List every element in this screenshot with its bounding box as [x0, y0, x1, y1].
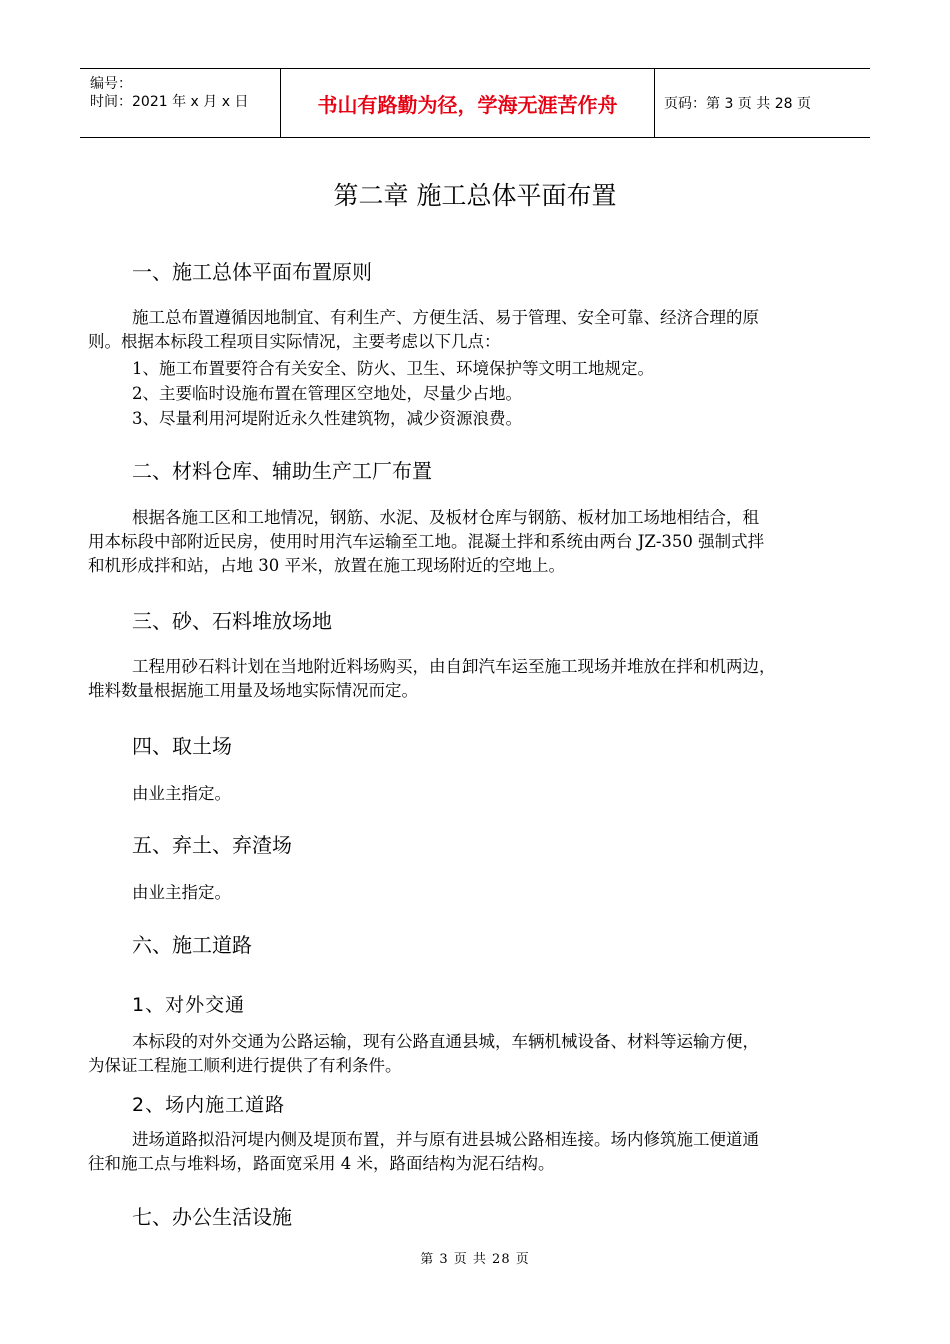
list-item: 3、尽量利用河堤附近永久性建筑物，减少资源浪费。: [132, 409, 522, 428]
paragraph-line: 用本标段中部附近民房，使用时用汽车运输至工地。混凝土拌和系统由两台 JZ-350 强制式拌: [88, 532, 765, 551]
paragraph: [88, 1030, 868, 1078]
section-heading: 四、取土场: [132, 734, 232, 758]
header-meta: [80, 69, 280, 137]
subsection-heading: 1、对外交通: [132, 994, 246, 1016]
paragraph: [88, 1128, 868, 1176]
section-heading: 七、办公生活设施: [132, 1205, 292, 1229]
paragraph-line: 本标段的对外交通为公路运输，现有公路直通县城，车辆机械设备、材料等运输方便，: [132, 1032, 759, 1051]
subsection-heading: 2、场内施工道路: [132, 1094, 286, 1116]
time-label: 时间：2021 年 x 月 x 日: [90, 94, 249, 110]
list-item: 2、主要临时设施布置在管理区空地处，尽量少占地。: [132, 384, 522, 403]
paragraph-line: 往和施工点与堆料场，路面宽采用 4 米，路面结构为泥石结构。: [88, 1154, 555, 1173]
paragraph-line: 和机形成拌和站，占地 30 平米，放置在施工现场附近的空地上。: [88, 556, 565, 575]
header-page-info: 页码：第 3 页 共 28 页: [664, 96, 811, 112]
paragraph: [88, 506, 868, 578]
paragraph: [88, 655, 868, 703]
header-table: [80, 68, 870, 138]
paragraph-line: 进场道路拟沿河堤内侧及堤顶布置，并与原有进县城公路相连接。场内修筑施工便道通: [132, 1130, 759, 1149]
paragraph-line: 则。根据本标段工程项目实际情况，主要考虑以下几点：: [88, 332, 501, 351]
list-item: 1、施工布置要符合有关安全、防火、卫生、环境保护等文明工地规定。: [132, 359, 654, 378]
header-divider: [654, 69, 655, 137]
paragraph-line: 由业主指定。: [132, 784, 231, 803]
section-heading: 二、材料仓库、辅助生产工厂布置: [132, 459, 432, 483]
paragraph-line: 根据各施工区和工地情况，钢筋、水泥、及板材仓库与钢筋、板材加工场地相结合，租: [132, 508, 759, 527]
paragraph-line: 工程用砂石料计划在当地附近料场购买，由自卸汽车运至施工现场并堆放在拌和机两边，: [132, 657, 776, 676]
paragraph-line: 由业主指定。: [132, 883, 231, 902]
section-heading: 一、施工总体平面布置原则: [132, 260, 372, 284]
section-heading: 三、砂、石料堆放场地: [132, 609, 332, 633]
section-heading: 六、施工道路: [132, 933, 252, 957]
chapter-title: 第二章 施工总体平面布置: [333, 181, 617, 210]
paragraph: [88, 306, 868, 354]
paragraph-line: 施工总布置遵循因地制宜、有利生产、方便生活、易于管理、安全可靠、经济合理的原: [132, 308, 759, 327]
header-motto: 书山有路勤为径，学海无涯苦作舟: [317, 92, 618, 117]
page-footer: 第 3 页 共 28 页: [420, 1252, 530, 1267]
section-heading: 五、弃土、弃渣场: [132, 833, 292, 857]
number-label: 编号：: [90, 76, 132, 92]
paragraph-line: 堆料数量根据施工用量及场地实际情况而定。: [88, 681, 418, 700]
paragraph-line: 为保证工程施工顺利进行提供了有利条件。: [88, 1056, 402, 1075]
